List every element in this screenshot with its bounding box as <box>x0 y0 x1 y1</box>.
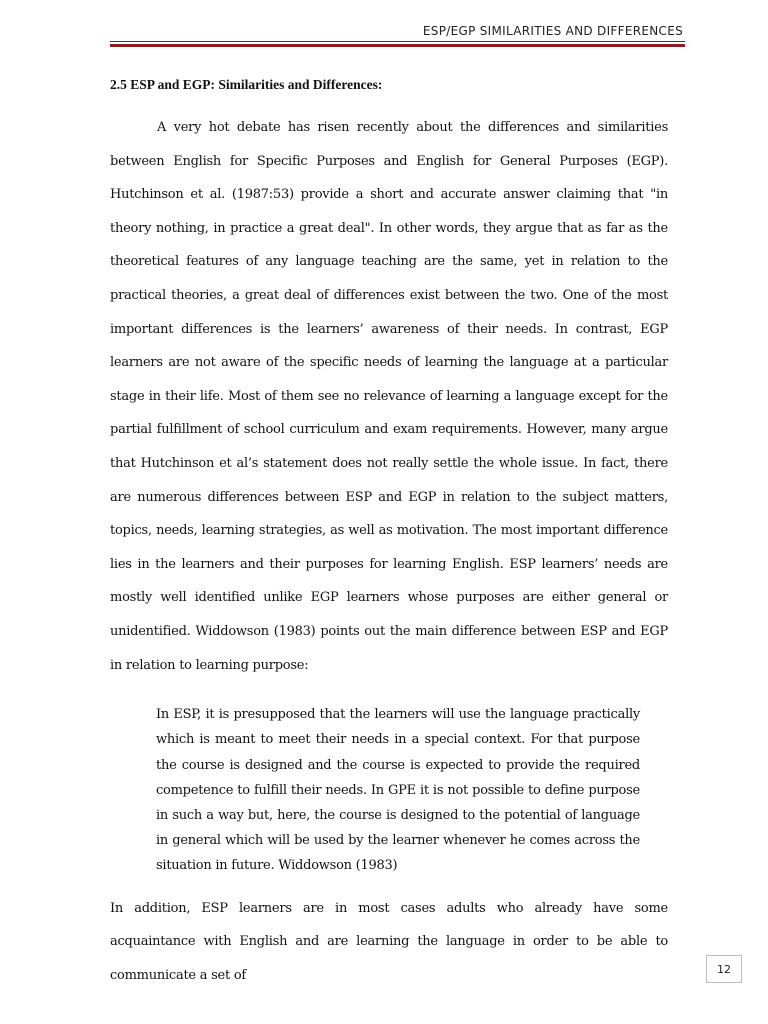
page-number: 12 <box>706 955 742 983</box>
body-paragraph-1: A very hot debate has risen recently about the differences and similarities between English for Specific Purposes and English for General Purposes (EGP). Hutchinson et al. (1987:53) provide a short and accurate answer claiming that "in theory nothing, in practice a great deal". In other words, they argue that as far as the theoretical features of any language teaching are the same, yet in relation to the practical theories, a great deal of differences exist between the two. One of the most important differences is the learners’ awareness of their needs. In contrast, EGP learners are not aware of the specific needs of learning the language at a particular stage in their life. Most of them see no relevance of learning a language except for the partial fulfillment of school curriculum and exam requirements. However, many argue that Hutchinson et al’s statement does not really settle the whole issue. In fact, there are numerous differences between ESP and EGP in relation to the subject matters, topics, needs, learning strategies, as well as motivation. The most important difference lies in the learners and their purposes for learning English. ESP learners’ needs are mostly well identified unlike EGP learners whose purposes are either general or unidentified. Widdowson (1983) points out the main difference between ESP and EGP in relation to learning purpose: <box>110 120 668 673</box>
header-rule-thin <box>110 41 685 42</box>
running-title: ESP/EGP SIMILARITIES AND DIFFERENCES <box>422 24 683 38</box>
body-paragraph-2: In addition, ESP learners are in most cases adults who already have some acquaintance with English and are learning the language in order to be able to communicate a set of <box>110 900 668 983</box>
page-content <box>110 74 668 992</box>
header-rule-thick <box>110 44 685 47</box>
section-title: 2.5 ESP and EGP: Similarities and Differences: <box>110 77 383 92</box>
block-quote: In ESP, it is presupposed that the learners will use the language practically which is meant to meet their needs in a special context. For that purpose the course is designed and the course is expected to provide the required competence to fulfill their needs. In GPE it is not possible to define purpose in such a way but, here, the course is designed to the potential of language in general which will be used by the learner whenever he comes across the situation in future. Widdowson (1983) <box>156 707 640 874</box>
